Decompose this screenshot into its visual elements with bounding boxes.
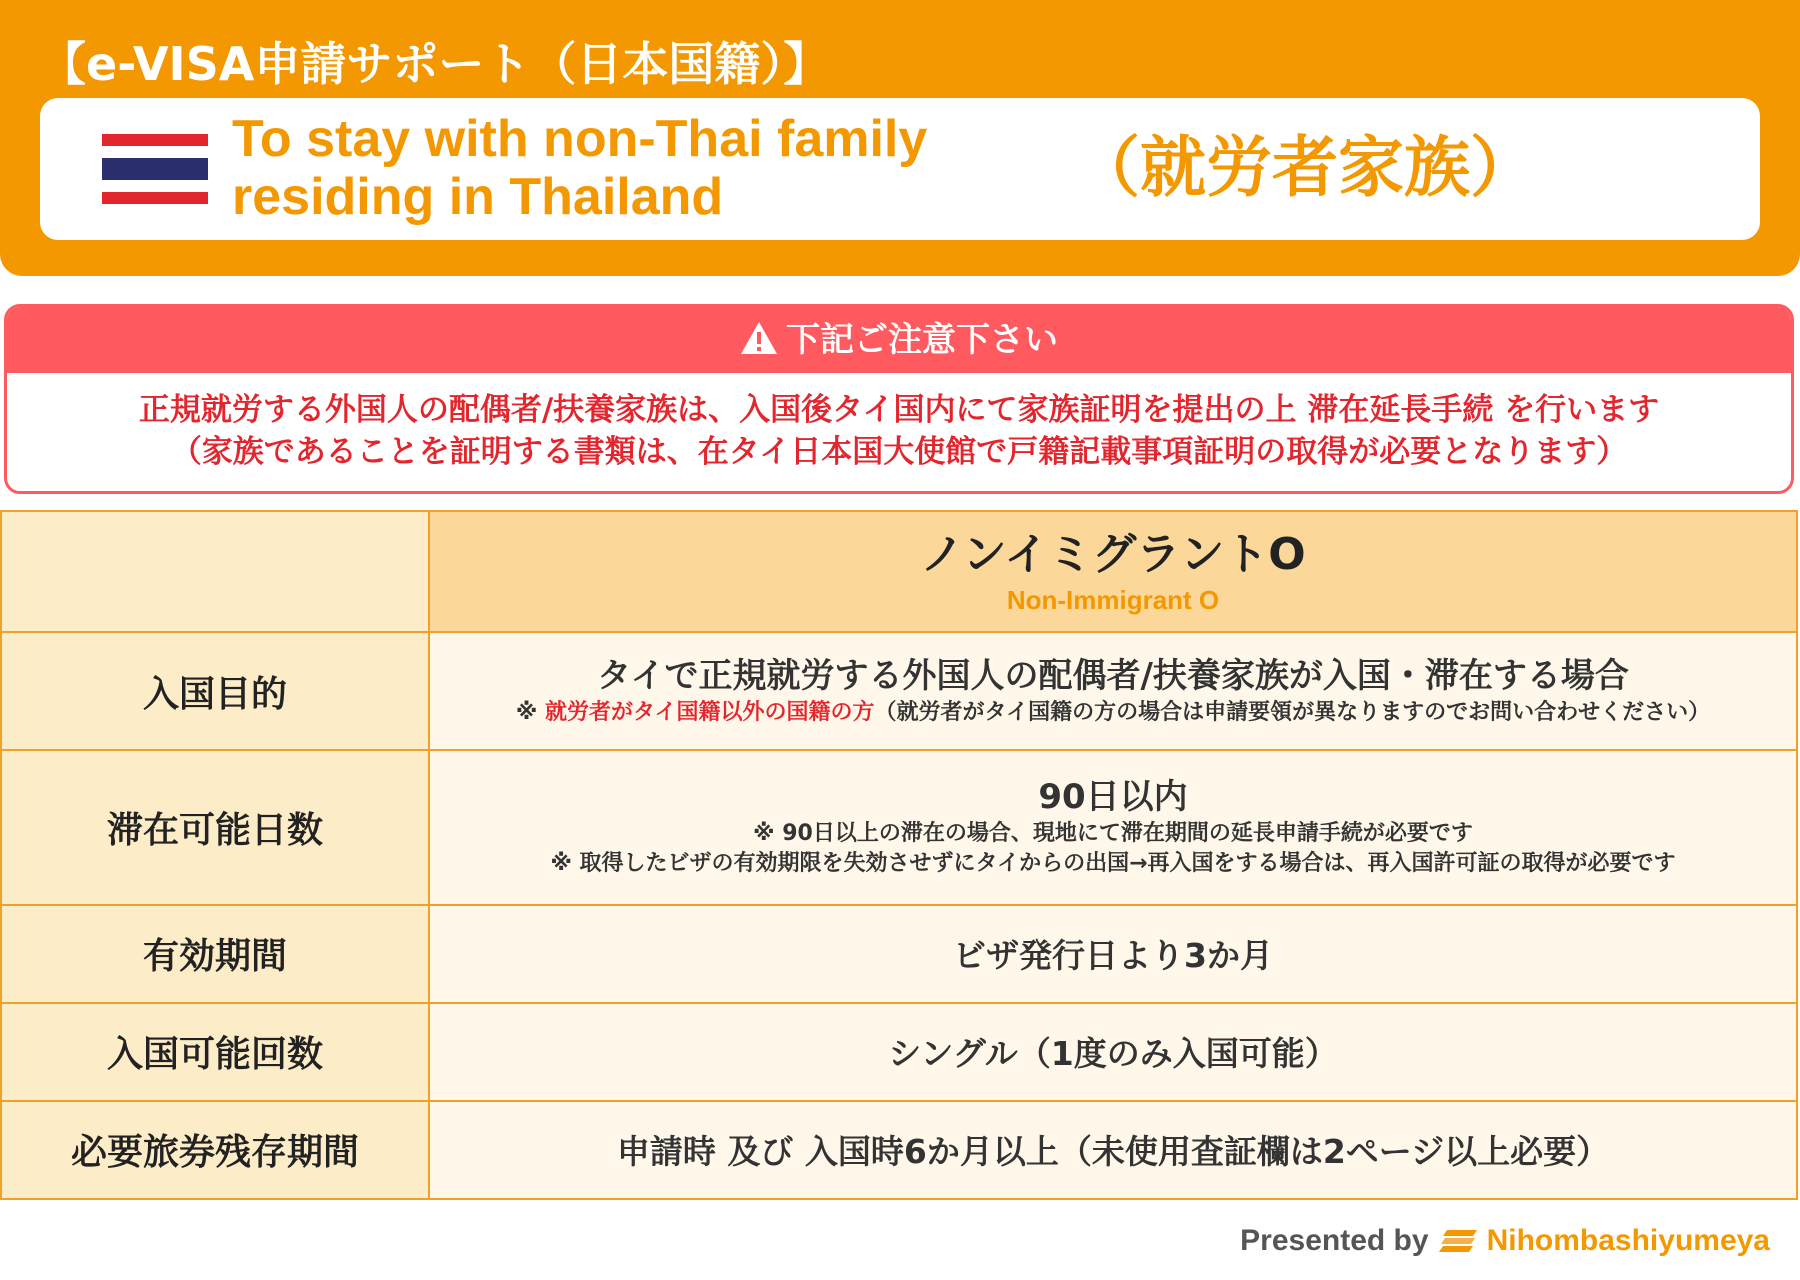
nihombashiyumeya-logo-icon [1439,1224,1479,1270]
visa-name-japanese: ノンイミグラントO [920,528,1306,580]
purpose-value: タイで正規就労する外国人の配偶者/扶養家族が入国・滞在する場合 [597,656,1629,697]
notice-heading-text: 下記ご注意下さい [786,320,1058,360]
table-row-purpose [1,632,1797,750]
validity-label: 有効期間 [1,905,429,1003]
table-row-passport [1,1101,1797,1199]
entries-label: 入国可能回数 [1,1003,429,1101]
stay-value-cell [429,750,1797,904]
footer-credit [1240,1218,1770,1264]
title-english-line2: residing in Thailand [232,168,724,226]
passport-label: 必要旅券残存期間 [1,1101,429,1199]
title-english-line1: To stay with non-Thai family [232,110,928,168]
table-corner-cell [1,511,429,632]
header-label: 【e-VISA申請サポート（日本国籍）】 [40,37,830,91]
visa-name-cell [429,511,1797,632]
title-english [232,110,927,226]
notice-line-1: 正規就労する外国人の配偶者/扶養家族は、入国後タイ国内にて家族証明を提出の上 滞在延長手続 を行います [138,392,1660,428]
notice-box [4,304,1794,494]
table-row-entries [1,1003,1797,1101]
stay-value: 90日以内 [1038,777,1188,818]
header-banner [0,0,1800,276]
stay-note-1: ※ 90日以上の滞在の場合、現地にて滞在期間の延長申請手続が必要です [753,821,1473,847]
table-row-stay [1,750,1797,904]
stay-label: 滞在可能日数 [1,750,429,904]
thailand-flag-icon [102,134,208,204]
presented-by-text: Presented by [1240,1224,1429,1257]
purpose-value-cell [429,632,1797,750]
visa-info-table [0,510,1798,1200]
warning-icon [740,311,778,377]
notice-line-2: （家族であることを証明する書類は、在タイ日本国大使館で戸籍記載事項証明の取得が必要となります） [170,434,1628,470]
table-header-row [1,511,1797,632]
passport-value: 申請時 及び 入国時6か月以上（未使用査証欄は2ページ以上必要） [429,1101,1797,1199]
purpose-note-rest: （就労者がタイ国籍の方の場合は申請要領が異なりますのでお問い合わせください） [874,700,1711,726]
purpose-label: 入国目的 [1,632,429,750]
visa-name-english: Non-Immigrant O [1006,584,1220,615]
validity-value: ビザ発行日より3か月 [429,905,1797,1003]
brand-name: Nihombashiyumeya [1486,1224,1770,1257]
title-japanese: （就労者家族） [1074,129,1536,206]
purpose-note-prefix: ※ [515,700,545,726]
entries-value: シングル（1度のみ入国可能） [429,1003,1797,1101]
stay-note-2: ※ 取得したビザの有効期限を失効させずにタイからの出国→再入国をする場合は、再入国許可証の取得が必要です [550,851,1676,877]
purpose-note [430,698,1796,728]
table-row-validity [1,905,1797,1003]
notice-heading [7,307,1791,373]
title-box [40,98,1760,240]
purpose-note-highlight: 就労者がタイ国籍以外の国籍の方 [544,700,875,726]
